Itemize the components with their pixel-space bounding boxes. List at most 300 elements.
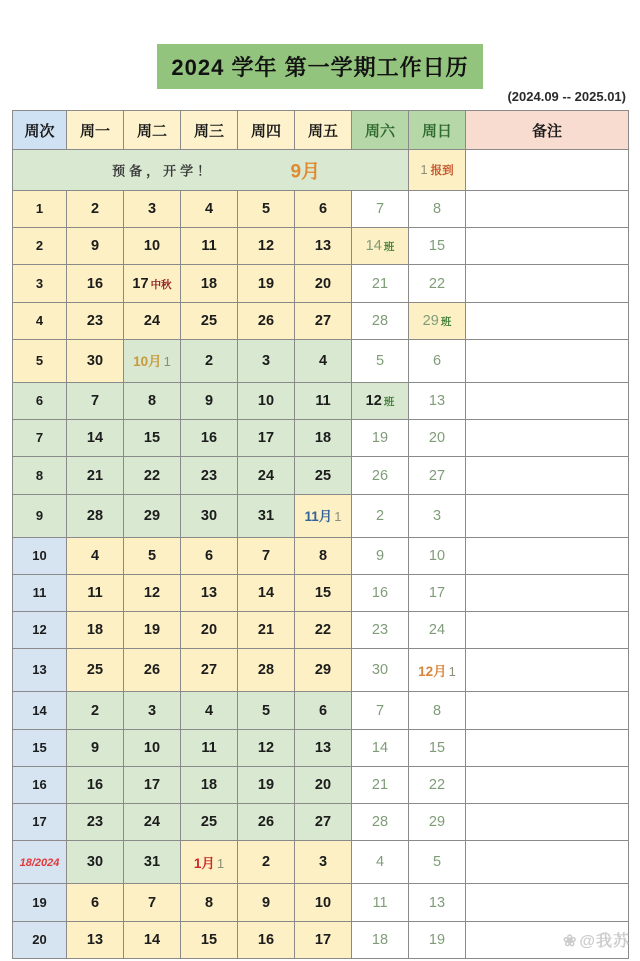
calendar-row-week-5 xyxy=(13,339,629,382)
calendar-row-week-15 xyxy=(13,729,629,766)
col-header-thursday: 周四 xyxy=(238,111,295,150)
calendar-body xyxy=(13,150,629,959)
day-number: 3 xyxy=(147,702,157,719)
calendar-row-week-13 xyxy=(13,649,629,692)
september-banner-cell xyxy=(13,150,409,191)
week-number-cell xyxy=(13,729,67,766)
day-cell xyxy=(124,494,181,537)
day-number: 11 xyxy=(315,393,331,410)
day-number: 5 xyxy=(261,201,271,218)
day-cell xyxy=(352,339,409,382)
day-number: 16 xyxy=(86,777,104,794)
day-cell xyxy=(67,921,124,958)
day-cell xyxy=(181,228,238,265)
day-number: 29 xyxy=(422,312,439,329)
day-cell xyxy=(238,921,295,958)
week-number: 17 xyxy=(32,814,47,830)
remark-cell xyxy=(466,382,629,419)
day-cell xyxy=(67,692,124,729)
day-cell xyxy=(181,692,238,729)
day-number: 22 xyxy=(314,622,332,639)
remark-cell xyxy=(466,191,629,228)
col-header-wednesday: 周三 xyxy=(181,111,238,150)
day-number: 30 xyxy=(86,352,104,369)
day-number: 7 xyxy=(90,393,100,410)
week-number-cell xyxy=(13,692,67,729)
day-number: 23 xyxy=(200,467,218,484)
day-number: 6 xyxy=(318,702,328,719)
day-number: 10 xyxy=(314,894,332,911)
week-number: 10 xyxy=(32,547,47,563)
page-title: 2024 学年 第一学期工作日历 xyxy=(157,44,482,89)
day-cell xyxy=(352,302,409,339)
month-start-label: 11月 xyxy=(304,509,333,525)
day-cell xyxy=(67,574,124,611)
week-number-cell xyxy=(13,649,67,692)
day-number: 21 xyxy=(371,275,389,292)
remark-cell xyxy=(466,574,629,611)
day-number: 18 xyxy=(200,777,218,794)
day-number: 13 xyxy=(314,238,332,255)
day-cell xyxy=(67,382,124,419)
day-cell xyxy=(181,494,238,537)
day-number: 1 xyxy=(448,663,456,679)
day-number: 13 xyxy=(314,739,332,756)
week-number: 5 xyxy=(35,352,44,368)
remark-cell xyxy=(466,494,629,537)
remark-cell xyxy=(466,150,629,191)
day-cell xyxy=(295,841,352,884)
day-cell xyxy=(67,302,124,339)
day-cell xyxy=(409,884,466,921)
day-number: 17 xyxy=(143,777,161,794)
day-number: 24 xyxy=(143,312,161,329)
day-cell xyxy=(238,228,295,265)
day-number: 9 xyxy=(375,547,385,564)
calendar-row-week-3 xyxy=(13,265,629,302)
day-cell xyxy=(124,382,181,419)
day-number: 14 xyxy=(143,931,161,948)
day-annotation: 班 xyxy=(440,315,452,328)
day-number: 27 xyxy=(314,312,332,329)
day-number: 2 xyxy=(375,507,385,524)
calendar-row-week-19 xyxy=(13,884,629,921)
day-number: 23 xyxy=(86,814,104,831)
day-cell xyxy=(409,766,466,803)
day-cell xyxy=(295,612,352,649)
day-cell xyxy=(295,302,352,339)
day-cell xyxy=(238,729,295,766)
paw-icon: ❀ xyxy=(562,933,578,950)
day-number: 11 xyxy=(201,739,217,756)
day-number: 8 xyxy=(432,702,442,719)
day-cell xyxy=(295,921,352,958)
week-number: 7 xyxy=(35,430,44,446)
week-number-cell xyxy=(13,574,67,611)
day-number: 15 xyxy=(428,238,446,255)
col-header-sunday: 周日 xyxy=(409,111,466,150)
day-cell xyxy=(181,649,238,692)
day-cell xyxy=(238,494,295,537)
day-cell xyxy=(238,191,295,228)
day-number: 20 xyxy=(200,622,218,639)
semester-start-slogan: 预备，开学！ xyxy=(112,163,215,179)
day-cell xyxy=(124,884,181,921)
day-cell xyxy=(352,382,409,419)
day-number: 6 xyxy=(90,894,100,911)
day-cell xyxy=(67,841,124,884)
day-number: 24 xyxy=(143,814,161,831)
col-header-monday: 周一 xyxy=(67,111,124,150)
day-number: 19 xyxy=(257,275,275,292)
day-number: 9 xyxy=(261,894,271,911)
day-number: 6 xyxy=(204,547,214,564)
calendar-row-week-4 xyxy=(13,302,629,339)
day-number: 8 xyxy=(318,547,328,564)
day-cell xyxy=(352,612,409,649)
week-number: 18/2024 xyxy=(19,857,60,870)
day-number: 22 xyxy=(428,777,446,794)
day-number: 28 xyxy=(86,507,104,524)
day-number: 29 xyxy=(314,662,332,679)
remark-cell xyxy=(466,649,629,692)
day-cell xyxy=(295,884,352,921)
day-number: 11 xyxy=(372,894,388,911)
day-cell xyxy=(124,191,181,228)
remark-cell xyxy=(466,420,629,457)
day-cell xyxy=(124,921,181,958)
day-cell xyxy=(238,382,295,419)
day-cell xyxy=(181,420,238,457)
day-cell xyxy=(409,537,466,574)
day-cell xyxy=(238,804,295,841)
remark-cell xyxy=(466,804,629,841)
day-cell xyxy=(181,537,238,574)
calendar-row-week-16 xyxy=(13,766,629,803)
day-number: 11 xyxy=(87,585,103,602)
report-day-number: 1 xyxy=(420,162,428,177)
day-cell xyxy=(409,382,466,419)
day-cell xyxy=(124,729,181,766)
remark-cell xyxy=(466,841,629,884)
day-number: 24 xyxy=(257,467,275,484)
day-cell xyxy=(295,382,352,419)
week-number: 15 xyxy=(32,739,47,755)
week-number: 19 xyxy=(32,894,47,910)
day-cell xyxy=(238,574,295,611)
day-cell xyxy=(295,729,352,766)
day-cell xyxy=(67,457,124,494)
day-cell xyxy=(295,537,352,574)
day-cell xyxy=(238,537,295,574)
remark-cell xyxy=(466,612,629,649)
day-cell xyxy=(409,457,466,494)
day-cell xyxy=(124,537,181,574)
day-number: 8 xyxy=(204,894,214,911)
week-number: 8 xyxy=(35,467,44,483)
day-cell xyxy=(352,574,409,611)
remark-cell xyxy=(466,265,629,302)
day-number: 26 xyxy=(257,312,275,329)
day-number: 2 xyxy=(204,352,214,369)
day-cell xyxy=(238,884,295,921)
day-number: 17 xyxy=(314,931,332,948)
day-cell xyxy=(352,265,409,302)
week-number-cell xyxy=(13,191,67,228)
day-number: 5 xyxy=(375,352,385,369)
day-number: 18 xyxy=(86,622,104,639)
remark-cell xyxy=(466,228,629,265)
week-number: 14 xyxy=(32,702,47,718)
day-number: 16 xyxy=(257,931,275,948)
week-number-cell xyxy=(13,841,67,884)
day-cell xyxy=(295,649,352,692)
calendar-table xyxy=(12,110,629,959)
day-number: 30 xyxy=(200,507,218,524)
day-cell xyxy=(295,265,352,302)
day-number: 21 xyxy=(86,467,104,484)
day-cell xyxy=(409,228,466,265)
week-number: 9 xyxy=(35,507,44,523)
page-subtitle: (2024.09 -- 2025.01) xyxy=(507,89,626,104)
day-cell xyxy=(238,841,295,884)
day-cell xyxy=(67,729,124,766)
day-number: 13 xyxy=(86,931,104,948)
day-number: 27 xyxy=(314,814,332,831)
day-number: 18 xyxy=(200,275,218,292)
week-number-cell xyxy=(13,766,67,803)
day-cell xyxy=(295,191,352,228)
week-number-cell xyxy=(13,804,67,841)
day-number: 27 xyxy=(428,467,446,484)
day-cell xyxy=(409,494,466,537)
day-cell xyxy=(67,339,124,382)
remark-cell xyxy=(466,537,629,574)
day-number: 26 xyxy=(257,814,275,831)
day-number: 2 xyxy=(261,854,271,871)
day-number: 12 xyxy=(365,393,382,410)
week-number: 3 xyxy=(35,275,44,291)
calendar-row-week-18/2024 xyxy=(13,841,629,884)
day-number: 20 xyxy=(428,430,446,447)
day-cell xyxy=(352,692,409,729)
day-cell xyxy=(238,420,295,457)
day-cell xyxy=(67,265,124,302)
week-number-cell xyxy=(13,921,67,958)
week-number-cell xyxy=(13,537,67,574)
day-number: 26 xyxy=(371,467,389,484)
calendar-row-week-8 xyxy=(13,457,629,494)
day-cell xyxy=(67,228,124,265)
remark-cell xyxy=(466,766,629,803)
day-cell xyxy=(352,921,409,958)
day-number: 1 xyxy=(334,509,342,525)
month-start-label: 12月 xyxy=(418,663,447,679)
day-cell xyxy=(181,612,238,649)
day-number: 31 xyxy=(143,854,161,871)
day-cell xyxy=(409,420,466,457)
day-number: 5 xyxy=(432,854,442,871)
header-row xyxy=(13,111,629,150)
day-number: 12 xyxy=(257,739,275,756)
day-number: 18 xyxy=(371,931,389,948)
week-number: 13 xyxy=(32,662,47,678)
day-number: 25 xyxy=(86,662,104,679)
day-number: 4 xyxy=(204,201,214,218)
day-cell xyxy=(409,574,466,611)
day-cell xyxy=(238,692,295,729)
day-cell xyxy=(181,729,238,766)
day-cell xyxy=(181,841,238,884)
day-number: 14 xyxy=(257,585,275,602)
day-cell xyxy=(67,649,124,692)
day-cell xyxy=(181,457,238,494)
day-cell xyxy=(124,574,181,611)
day-cell xyxy=(124,804,181,841)
day-cell xyxy=(181,339,238,382)
day-cell xyxy=(124,339,181,382)
day-cell xyxy=(238,457,295,494)
watermark-text: @我苏 xyxy=(579,933,630,950)
day-cell xyxy=(352,884,409,921)
day-number: 10 xyxy=(143,238,161,255)
day-cell xyxy=(409,841,466,884)
day-number: 22 xyxy=(143,467,161,484)
report-day-cell xyxy=(409,150,466,191)
day-number: 21 xyxy=(371,777,389,794)
calendar-row-week-9 xyxy=(13,494,629,537)
day-number: 10 xyxy=(143,739,161,756)
week-number-cell xyxy=(13,612,67,649)
day-cell xyxy=(124,420,181,457)
day-cell xyxy=(295,766,352,803)
day-cell xyxy=(352,649,409,692)
day-number: 7 xyxy=(375,702,385,719)
day-number: 17 xyxy=(132,275,149,292)
day-number: 21 xyxy=(257,622,275,639)
day-number: 23 xyxy=(86,312,104,329)
week-number-cell xyxy=(13,884,67,921)
day-number: 14 xyxy=(371,739,389,756)
day-cell xyxy=(181,382,238,419)
day-cell xyxy=(181,574,238,611)
calendar-row-week-2 xyxy=(13,228,629,265)
day-cell xyxy=(181,766,238,803)
remark-cell xyxy=(466,302,629,339)
col-header-remark: 备注 xyxy=(466,111,629,150)
day-number: 19 xyxy=(257,777,275,794)
day-number: 3 xyxy=(147,201,157,218)
day-number: 15 xyxy=(314,585,332,602)
week-number-cell xyxy=(13,339,67,382)
day-number: 12 xyxy=(143,585,161,602)
day-cell xyxy=(295,574,352,611)
week-number-cell xyxy=(13,494,67,537)
day-cell xyxy=(409,339,466,382)
day-number: 28 xyxy=(257,662,275,679)
calendar-row-week-12 xyxy=(13,612,629,649)
week-number-cell xyxy=(13,382,67,419)
col-header-tuesday: 周二 xyxy=(124,111,181,150)
day-number: 16 xyxy=(371,585,389,602)
remark-cell xyxy=(466,692,629,729)
day-number: 7 xyxy=(261,547,271,564)
day-cell xyxy=(67,612,124,649)
day-number: 11 xyxy=(201,238,217,255)
day-cell xyxy=(238,265,295,302)
day-cell xyxy=(352,766,409,803)
week-number-cell xyxy=(13,228,67,265)
remark-cell xyxy=(466,729,629,766)
title-bar xyxy=(0,44,640,89)
day-cell xyxy=(409,692,466,729)
day-number: 2 xyxy=(90,702,100,719)
day-cell xyxy=(352,457,409,494)
col-header-week-number: 周次 xyxy=(13,111,67,150)
day-cell xyxy=(124,457,181,494)
day-number: 4 xyxy=(318,352,328,369)
day-number: 25 xyxy=(200,814,218,831)
day-cell xyxy=(124,692,181,729)
week-number: 1 xyxy=(35,201,44,217)
day-cell xyxy=(181,191,238,228)
week-number: 4 xyxy=(35,312,44,328)
day-cell xyxy=(295,457,352,494)
day-cell xyxy=(352,228,409,265)
day-number: 16 xyxy=(86,275,104,292)
day-cell xyxy=(124,649,181,692)
day-number: 28 xyxy=(371,312,389,329)
day-number: 9 xyxy=(204,393,214,410)
week-number-cell xyxy=(13,420,67,457)
month-start-label: 10月 xyxy=(133,354,162,370)
day-number: 23 xyxy=(371,622,389,639)
day-number: 19 xyxy=(428,931,446,948)
remark-cell xyxy=(466,339,629,382)
day-cell xyxy=(409,804,466,841)
day-cell xyxy=(352,420,409,457)
day-annotation: 班 xyxy=(383,396,395,409)
day-cell xyxy=(295,420,352,457)
day-cell xyxy=(124,265,181,302)
day-cell xyxy=(409,191,466,228)
col-header-saturday: 周六 xyxy=(352,111,409,150)
calendar-row-week-1 xyxy=(13,191,629,228)
day-cell xyxy=(352,494,409,537)
day-annotation: 班 xyxy=(383,241,395,254)
day-number: 13 xyxy=(200,585,218,602)
day-number: 18 xyxy=(314,430,332,447)
week-number: 2 xyxy=(35,238,44,254)
day-number: 14 xyxy=(365,238,382,255)
day-number: 27 xyxy=(200,662,218,679)
day-number: 17 xyxy=(257,430,275,447)
day-number: 15 xyxy=(143,430,161,447)
day-cell xyxy=(295,494,352,537)
day-number: 26 xyxy=(143,662,161,679)
day-cell xyxy=(181,804,238,841)
calendar-header xyxy=(13,111,629,150)
day-number: 5 xyxy=(261,702,271,719)
day-cell xyxy=(67,191,124,228)
report-day-note: 报到 xyxy=(430,165,454,177)
day-cell xyxy=(67,537,124,574)
day-number: 4 xyxy=(375,854,385,871)
day-number: 10 xyxy=(428,547,446,564)
day-number: 13 xyxy=(428,894,446,911)
september-month-label: 9月 xyxy=(290,161,321,183)
day-cell xyxy=(352,841,409,884)
